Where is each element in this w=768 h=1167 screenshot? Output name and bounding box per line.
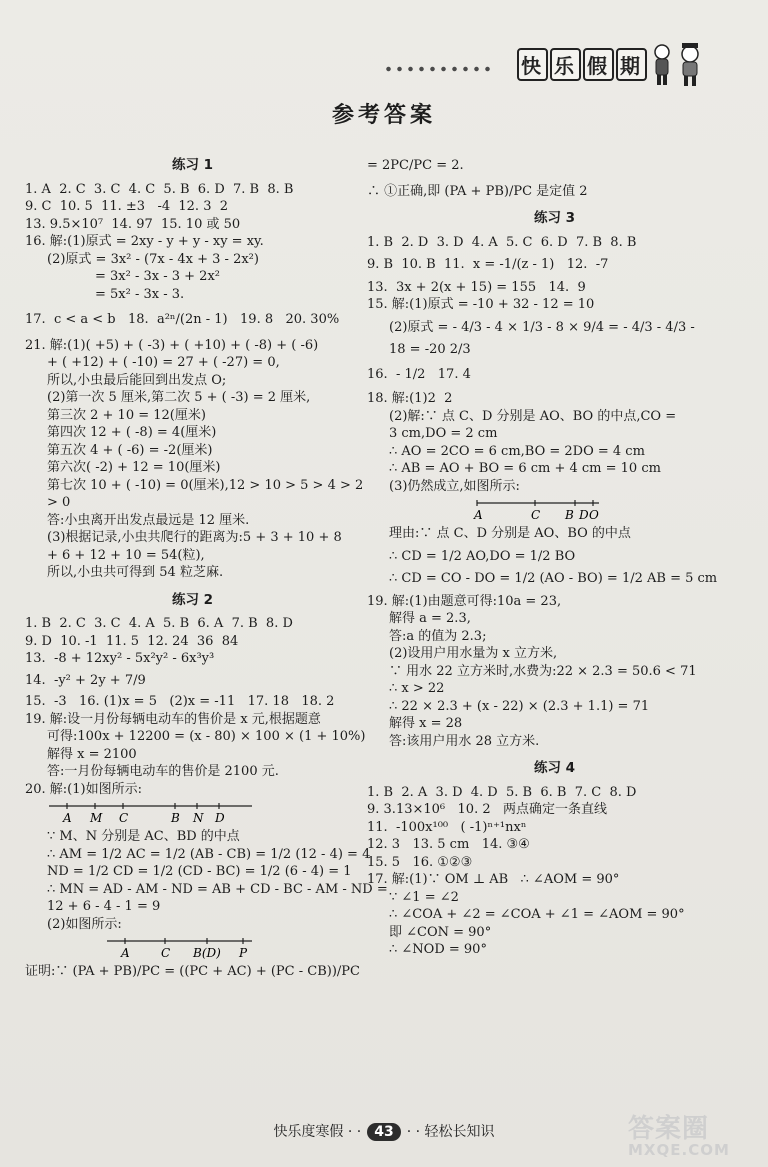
spacer: [367, 750, 742, 758]
answer-line: 所以,小虫最后能回到出发点 O;: [47, 372, 227, 388]
answer-line: (2)原式 = - 4/3 - 4 × 1/3 - 8 × 9/4 = - 4/3 - 4/3 -: [389, 319, 695, 335]
answer-line: 解得 x = 28: [389, 716, 463, 731]
answer-line: (2)第一次 5 厘米,第二次 5 + ( -3) = 2 厘米,: [47, 390, 311, 405]
answer-line: ∴ MN = AD - AM - ND = AB + CD - BC - AM - ND =: [47, 881, 388, 897]
answer-line: ∵ 用水 22 立方米时,水费为:22 × 2.3 = 50.6 < 71: [389, 663, 697, 679]
answer-line: 答:该用户用水 28 立方米.: [389, 733, 540, 749]
answer-line: = 5x² - 3x - 3.: [95, 286, 185, 302]
answer-line: 15. -3 16. (1)x = 5 (2)x = -11 17. 18 18. 2: [25, 694, 335, 709]
section-title-1: 练习 1: [171, 157, 214, 173]
answer-line: 13. 9.5×10⁷ 14. 97 15. 10 或 50: [25, 216, 241, 232]
answer-line: 答:a 的值为 2.3;: [389, 628, 487, 644]
answer-line: ∴ AO = 2CO = 6 cm,BO = 2DO = 4 cm: [389, 443, 645, 459]
banner-char: 假: [583, 48, 614, 81]
answer-line: 解得 a = 2.3,: [389, 611, 471, 626]
answer-line: ∴ CD = 1/2 AO,DO = 1/2 BO: [389, 548, 576, 564]
answer-line: 21. 解:(1)( +5) + ( -3) + ( +10) + ( -8) + ( -6): [25, 337, 319, 353]
fig1-label: D: [215, 811, 225, 825]
answer-line: ∴ ∠COA + ∠2 = ∠COA + ∠1 = ∠AOM = 90°: [389, 907, 685, 922]
watermark-url: MXQE.COM: [628, 1141, 730, 1159]
answer-line: 11. -100x¹⁰⁰ ( -1)ⁿ⁺¹nxⁿ: [367, 819, 527, 835]
answer-line: ∴ x > 22: [389, 681, 445, 696]
answer-line: 16. 解:(1)原式 = 2xy - y + y - xy = xy.: [25, 234, 264, 249]
fig1-label: C: [119, 811, 129, 825]
answer-line: 所以,小虫共可得到 54 粒芝麻.: [47, 565, 224, 580]
watermark-text: 答案圈: [628, 1114, 710, 1144]
fig2-label: B(D): [193, 946, 221, 960]
spacer: [25, 582, 360, 590]
footer-right-text: · · 轻松长知识: [406, 1124, 495, 1140]
banner-char: 乐: [550, 48, 581, 81]
answer-line: 16. - 1/2 17. 4: [367, 366, 471, 382]
answer-line: 19. 解:(1)由题意可得:10a = 23,: [367, 593, 562, 609]
answer-line: 即 ∠CON = 90°: [389, 924, 492, 940]
footer-left-text: 快乐度寒假 · ·: [273, 1124, 362, 1140]
answer-line: = 3x² - 3x - 3 + 2x²: [95, 269, 220, 284]
left-column: [25, 155, 388, 981]
answer-line: 第三次 2 + 10 = 12(厘米): [47, 407, 206, 423]
header-dots: [383, 66, 493, 72]
mascot-illustration: [648, 38, 708, 88]
answer-line: (3)仍然成立,如图所示:: [389, 478, 520, 494]
answer-line: 15. 解:(1)原式 = -10 + 32 - 12 = 10: [367, 297, 595, 312]
fig2-label: A: [121, 946, 130, 960]
spacer: [25, 329, 360, 337]
answer-line: ∵ ∠1 = ∠2: [389, 889, 459, 905]
fig2-label: P: [239, 946, 248, 960]
answer-line: 19. 解:设一月份每辆电动车的售价是 x 元,根据题意: [25, 711, 321, 727]
segment-figure-2: [47, 935, 360, 961]
page-title: 参考答案: [331, 103, 436, 128]
header-banner: [516, 48, 648, 81]
segment-figure-1: [47, 800, 360, 826]
answer-line: 12 + 6 - 4 - 1 = 9: [47, 899, 161, 914]
answer-line: ∴ ∠NOD = 90°: [389, 942, 487, 957]
answer-line: ∵ M、N 分别是 AC、BD 的中点: [47, 829, 240, 844]
answer-line: + 6 + 12 + 10 = 54(粒),: [47, 547, 205, 563]
fig1-label: N: [193, 811, 204, 825]
answer-line: (2)原式 = 3x² - (7x - 4x + 3 - 2x²): [47, 251, 259, 267]
fig1-label: A: [63, 811, 72, 825]
answer-line: 第六次( -2) + 12 = 10(厘米): [47, 460, 221, 475]
spacer: [25, 303, 360, 311]
answer-line: 1. A 2. C 3. C 4. C 5. B 6. D 7. B 8. B: [25, 181, 294, 197]
answer-line: (3)根据记录,小虫共爬行的距离为:5 + 3 + 10 + 8: [47, 530, 342, 545]
answer-line: 解得 x = 2100: [47, 746, 137, 762]
section-title-3: 练习 3: [533, 210, 576, 226]
answer-line: 1. B 2. A 3. D 4. D 5. B 6. B 7. C 8. D: [367, 784, 637, 800]
answer-line: 20. 解:(1)如图所示:: [25, 781, 142, 797]
answer-line: (2)设用户用水量为 x 立方米,: [389, 646, 558, 661]
answer-line: 13. 3x + 2(x + 15) = 155 14. 9: [367, 279, 586, 295]
answer-line: 18. 解:(1)2 2: [367, 391, 453, 406]
answer-line: 1. B 2. C 3. C 4. A 5. B 6. A 7. B 8. D: [25, 616, 293, 631]
fig3-label: D: [579, 508, 589, 522]
answer-line: 第五次 4 + ( -6) = -2(厘米): [47, 442, 213, 458]
fig3-label: B: [565, 508, 574, 522]
answer-line: 13. -8 + 12xy² - 5x²y² - 6x³y³: [25, 651, 215, 666]
fig3-label: C: [531, 508, 541, 522]
answer-line: ∴ AM = 1/2 AC = 1/2 (AB - CB) = 1/2 (12 - 4) = 4: [47, 846, 371, 862]
fig2-label: C: [161, 946, 171, 960]
banner-char: 快: [517, 48, 548, 81]
answer-line: (2)解:∵ 点 C、D 分别是 AO、BO 的中点,CO =: [389, 408, 677, 424]
answer-line: 17. c < a < b 18. a²ⁿ/(2n - 1) 19. 8 20. 30%: [25, 312, 340, 327]
answer-line: 9. D 10. -1 11. 5 12. 24 36 84: [25, 633, 239, 649]
answer-line: 14. -y² + 2y + 7/9: [25, 672, 146, 688]
answer-line: 15. 5 16. ①②③: [367, 854, 473, 870]
answer-line: 证明:∵ (PA + PB)/PC = ((PC + AC) + (PC - CB))/PC: [25, 964, 360, 979]
answer-line: 理由:∵ 点 C、D 分别是 AO、BO 的中点: [389, 526, 631, 541]
watermark-logo: [628, 1108, 758, 1163]
answer-line: 9. 3.13×10⁶ 10. 2 两点确定一条直线: [367, 802, 607, 817]
fig1-label: B: [171, 811, 180, 825]
answer-line: ∴ ①正确,即 (PA + PB)/PC 是定值 2: [367, 183, 588, 199]
right-column: [367, 155, 742, 959]
answer-line: 答:小虫离开出发点最远是 12 厘米.: [47, 512, 250, 528]
answer-line: 17. 解:(1)∵ OM ⊥ AB ∴ ∠AOM = 90°: [367, 872, 620, 887]
answer-line: = 2PC/PC = 2.: [367, 158, 464, 173]
answer-line: 第四次 12 + ( -8) = 4(厘米): [47, 425, 217, 440]
answer-line: 第七次 10 + ( -10) = 0(厘米),12 > 10 > 5 > 4 > 2: [47, 477, 364, 493]
spacer: [367, 200, 742, 208]
answer-line: 可得:100x + 12200 = (x - 80) × 100 × (1 + 10%): [47, 729, 366, 744]
answer-line: 9. B 10. B 11. x = -1/(z - 1) 12. -7: [367, 257, 609, 272]
answer-line: 18 = -20 2/3: [389, 342, 471, 357]
answer-line: ∴ AB = AO + BO = 6 cm + 4 cm = 10 cm: [389, 461, 661, 476]
answer-line: > 0: [47, 495, 71, 510]
answer-line: ND = 1/2 CD = 1/2 (CD - BC) = 1/2 (6 - 4) = 1: [47, 864, 352, 879]
answer-line: 1. B 2. D 3. D 4. A 5. C 6. D 7. B 8. B: [367, 234, 637, 250]
banner-char: 期: [616, 48, 647, 81]
answer-line: + ( +12) + ( -10) = 27 + ( -27) = 0,: [47, 355, 280, 370]
answer-line: (2)如图所示:: [47, 916, 122, 932]
answer-line: 12. 3 13. 5 cm 14. ③④: [367, 837, 530, 852]
spacer: [367, 175, 742, 183]
page-number: 43: [367, 1123, 400, 1141]
section-title-2: 练习 2: [171, 591, 214, 608]
section-title-4: 练习 4: [533, 760, 576, 776]
answer-line: ∴ CD = CO - DO = 1/2 (AO - BO) = 1/2 AB = 5 cm: [389, 571, 718, 586]
segment-figure-3: [389, 497, 742, 523]
fig3-label: A: [474, 508, 483, 522]
fig1-label: M: [90, 811, 103, 825]
answer-line: 答:一月份每辆电动车的售价是 2100 元.: [47, 764, 279, 779]
fig3-label: O: [589, 508, 599, 522]
answer-line: 9. C 10. 5 11. ±3 -4 12. 3 2: [25, 199, 228, 214]
answer-line: 3 cm,DO = 2 cm: [389, 426, 498, 441]
answer-line: ∴ 22 × 2.3 + (x - 22) × (2.3 + 1.1) = 71: [389, 698, 650, 714]
